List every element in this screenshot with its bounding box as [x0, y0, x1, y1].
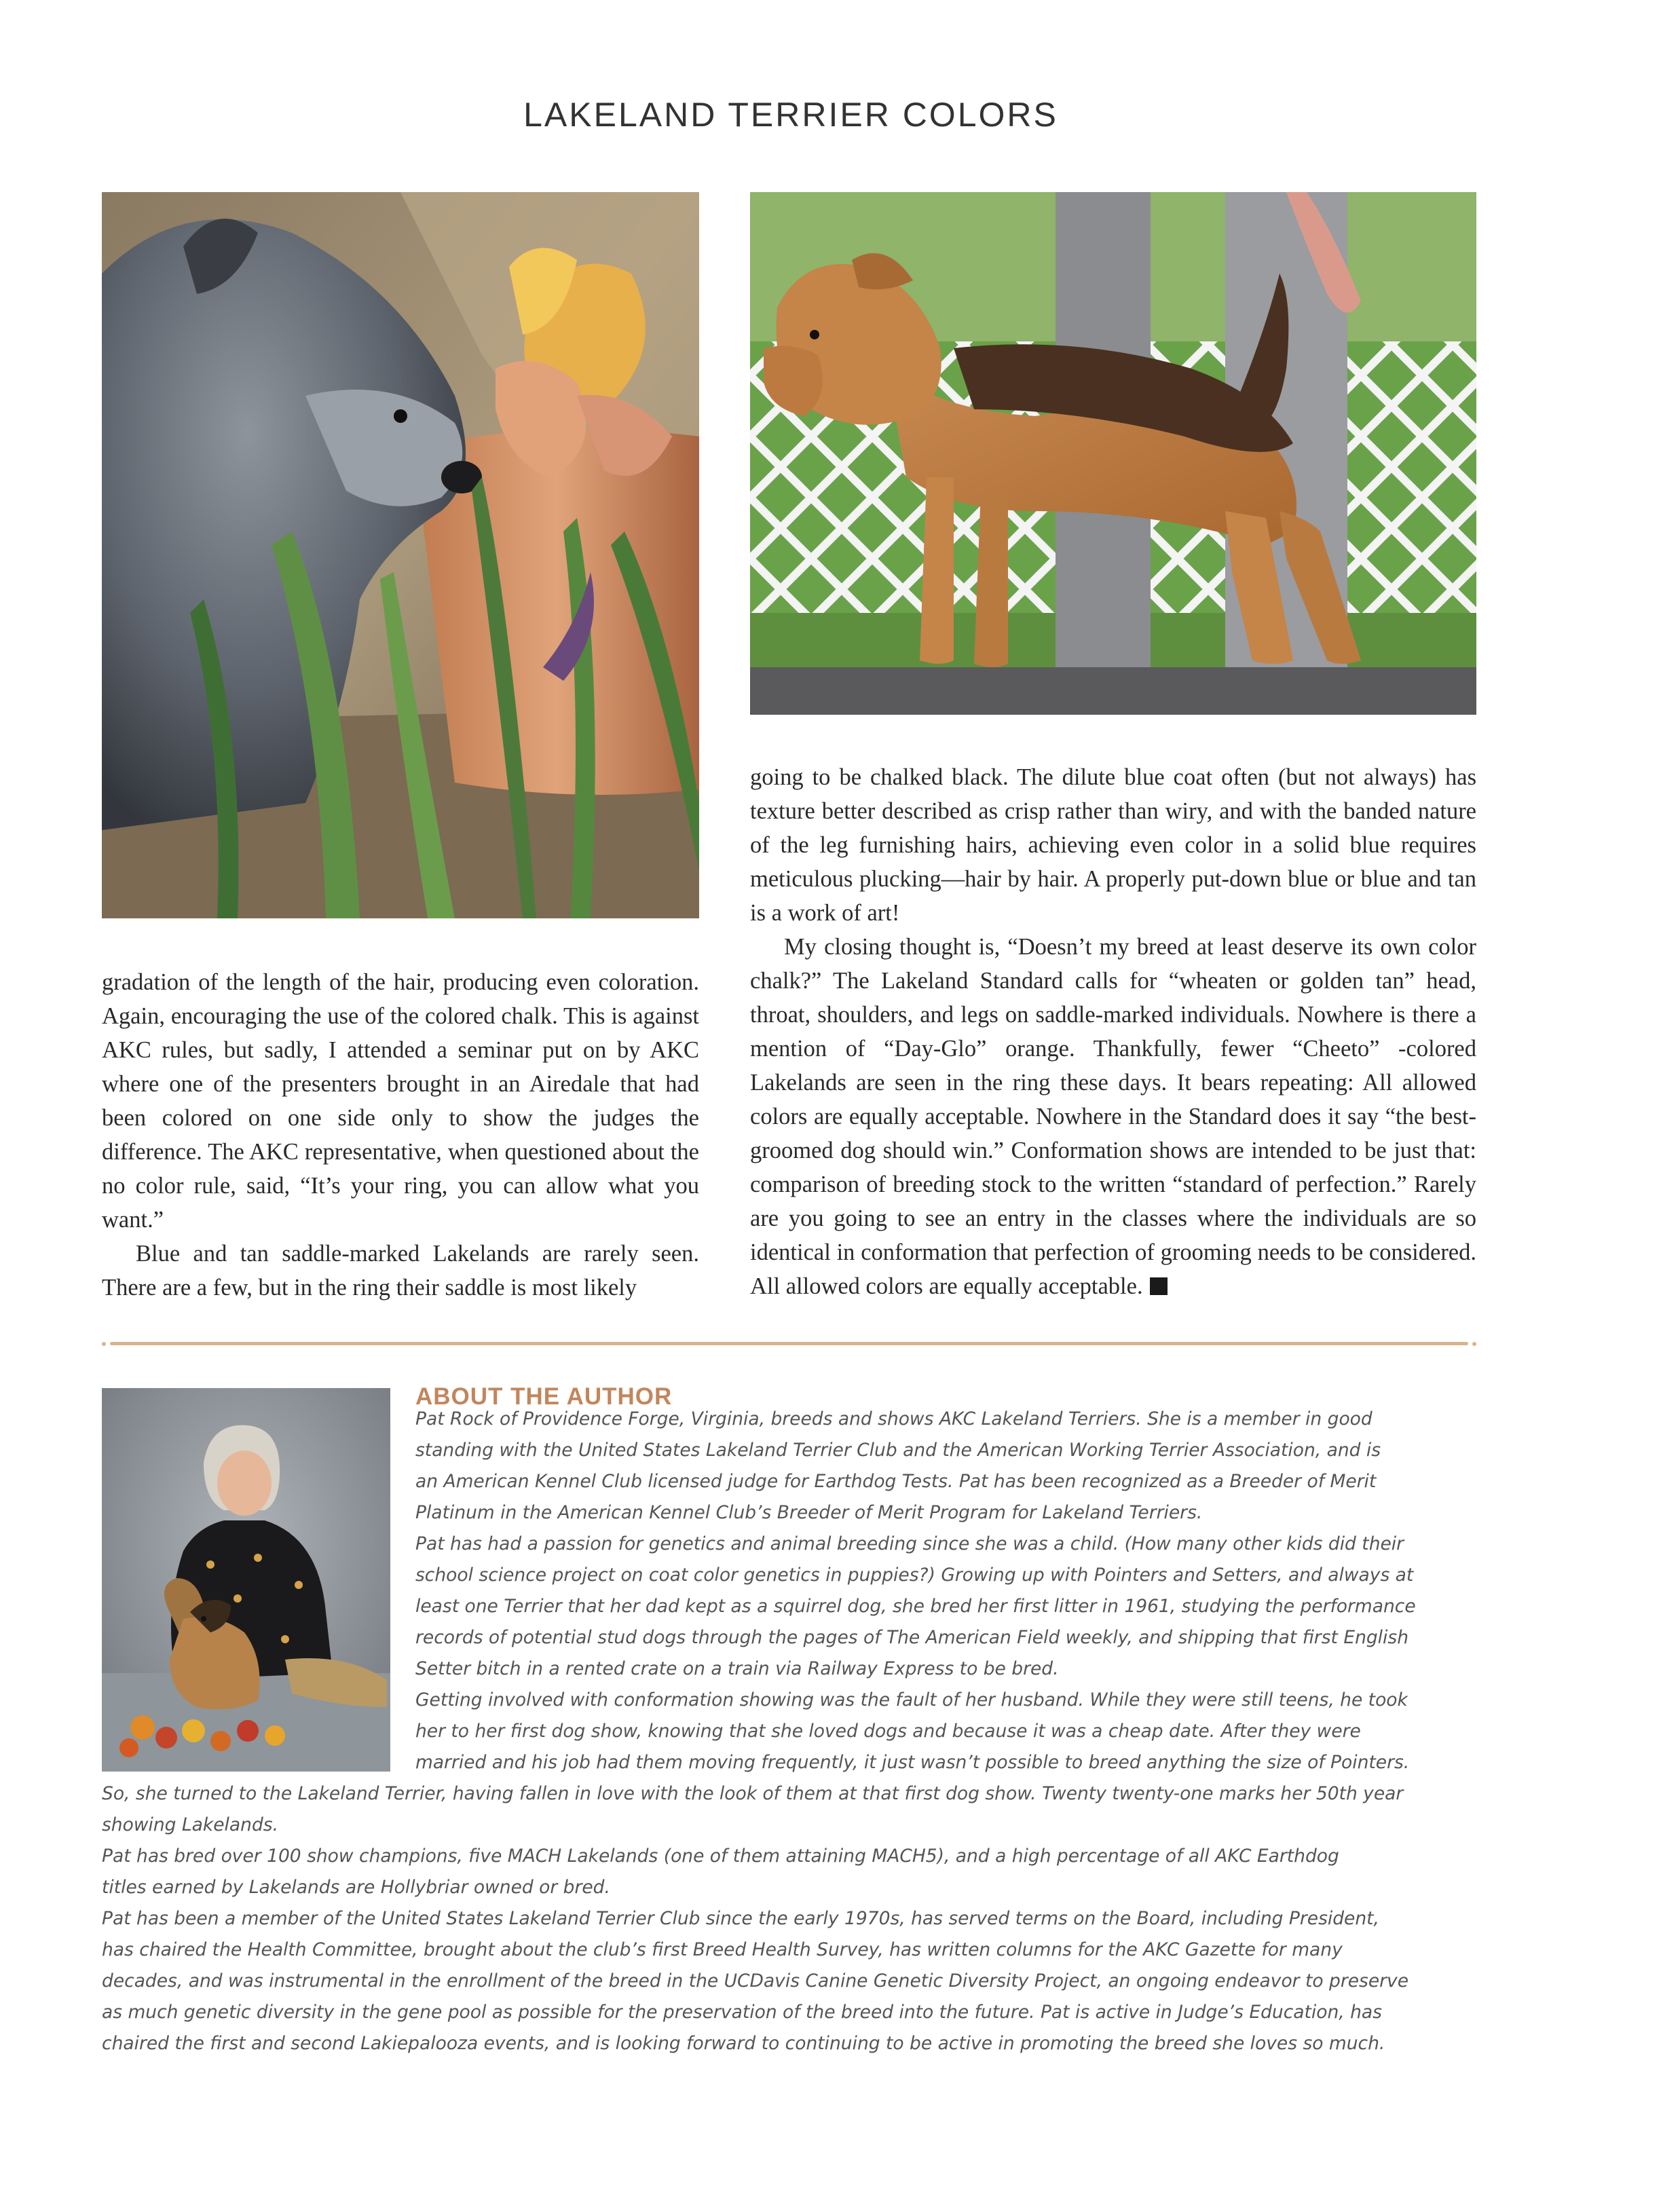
right-paragraph-2 — [750, 930, 1476, 1303]
divider-dot-left — [102, 1342, 106, 1346]
bio-line: records of potential stud dogs through the pages of The American Field weekly, and shipping that first English — [415, 1627, 1409, 1648]
right-paragraph-2-text: My closing thought is, “Doesn’t my breed at least deserve its own color chalk?” The Lakeland Standard calls for “wheaten or golden tan” head, throat, shoulders, and legs on saddle-marked individuals. Nowhere is there a mention of “Day-Glo” orange. Thankfully, fewer “Cheeto” -colored Lakelands are seen in the ring these days. It bears repeating: All allowed colors are equally acceptable. Nowhere in the Standard does it say “the best-groomed dog should win.” Conformation shows are intended to be just that: comparison of breeding stock to the written “standard of perfection.” Rarely are you going to see an entry in the classes where the individuals are so identical in conformation that perfection of grooming needs to be considered. All allowed colors are equally acceptable. — [750, 934, 1476, 1299]
bio-line: least one Terrier that her dad kept as a squirrel dog, she bred her first litter in 1961, studying the performance — [415, 1596, 1416, 1617]
bio-line: titles earned by Lakelands are Hollybriar owned or bred. — [102, 1877, 610, 1898]
bio-line: school science project on coat color genetics in puppies?) Growing up with Pointers and Setters, and always at — [415, 1565, 1414, 1586]
page-header-title: LAKELAND TERRIER COLORS — [523, 96, 1058, 134]
article-column-right — [750, 760, 1476, 1303]
divider-line — [110, 1342, 1468, 1345]
left-paragraph-1: gradation of the length of the hair, producing even coloration. Again, encouraging the use of the colored chalk. This is against AKC rules, but sadly, I attended a seminar put on by AKC where one of the presenters brought in an Airedale that had been colored on one side only to show the judges the difference. The AKC representative, when questioned about the no color rule, said, “It’s your ring, you can allow what you want.” — [102, 969, 699, 1233]
divider-dot-right — [1472, 1342, 1476, 1346]
bio-line: Platinum in the American Kennel Club’s Breeder of Merit Program for Lakeland Terriers. — [415, 1502, 1203, 1523]
bio-line: Pat has had a passion for genetics and animal breeding since she was a child. (How many other kids did their — [415, 1533, 1404, 1554]
about-author-heading: ABOUT THE AUTHOR — [415, 1383, 673, 1410]
author-portrait-image — [102, 1388, 390, 1772]
article-column-left — [102, 965, 699, 1305]
bio-line: So, she turned to the Lakeland Terrier, having fallen in love with the look of them at that first dog show. Twenty twenty-one marks her 50th year — [102, 1783, 1404, 1804]
left-paragraph-2: Blue and tan saddle-marked Lakelands are rarely seen. There are a few, but in the ring their saddle is most likely — [102, 1241, 699, 1301]
right-paragraph-1: going to be chalked black. The dilute blue coat often (but not always) has texture better described as crisp rather than wiry, and with the banded nature of the leg furnishing hairs, achieving even color in a solid blue requires meticulous plucking—hair by hair. A properly put-down blue or blue and tan is a work of art! — [750, 764, 1476, 926]
bio-line: Getting involved with conformation showing was the fault of her husband. While they were still teens, he took — [415, 1689, 1408, 1710]
show-lakeland-image — [750, 192, 1476, 715]
end-mark-icon — [1150, 1277, 1168, 1295]
bio-line: married and his job had them moving frequently, it just wasn’t possible to breed anything the size of Pointers. — [415, 1752, 1410, 1773]
show-lakeland-photo — [750, 192, 1476, 715]
bio-line: standing with the United States Lakeland Terrier Club and the American Working Terrier Association, and is — [415, 1440, 1381, 1461]
bio-line: Setter bitch in a rented crate on a train via Railway Express to be bred. — [415, 1658, 1059, 1679]
bio-line: as much genetic diversity in the gene pool as possible for the preservation of the breed into the future. Pat is active in Judge’s Education, has — [102, 2002, 1382, 2023]
bio-line: Pat Rock of Providence Forge, Virginia, breeds and shows AKC Lakeland Terriers. She is a member in good — [415, 1408, 1373, 1429]
bio-line: an American Kennel Club licensed judge for Earthdog Tests. Pat has been recognized as a Breeder of Merit — [415, 1471, 1377, 1492]
bio-line: her to her first dog show, knowing that she loved dogs and because it was a cheap date. After they were — [415, 1721, 1361, 1742]
section-divider — [102, 1341, 1476, 1346]
author-photo — [102, 1388, 390, 1772]
blue-lakeland-photo — [102, 192, 699, 918]
bio-line: decades, and was instrumental in the enrollment of the breed in the UCDavis Canine Genetic Diversity Project, an ongoing endeavor to preserve — [102, 1970, 1409, 1991]
bio-line: showing Lakelands. — [102, 1814, 278, 1835]
bio-line: has chaired the Health Committee, brought about the club’s first Breed Health Survey, has written columns for the AKC Gazette for many — [102, 1939, 1343, 1960]
bio-line: chaired the first and second Lakiepalooza events, and is looking forward to continuing to be active in promoting the breed she loves so much. — [102, 2033, 1385, 2054]
bio-line: Pat has bred over 100 show champions, five MACH Lakelands (one of them attaining MACH5), and a high percentage of all AKC Earthdog — [102, 1846, 1339, 1867]
bio-line: Pat has been a member of the United States Lakeland Terrier Club since the early 1970s, has served terms on the Board, including President, — [102, 1908, 1379, 1929]
blue-lakeland-image — [102, 192, 699, 918]
